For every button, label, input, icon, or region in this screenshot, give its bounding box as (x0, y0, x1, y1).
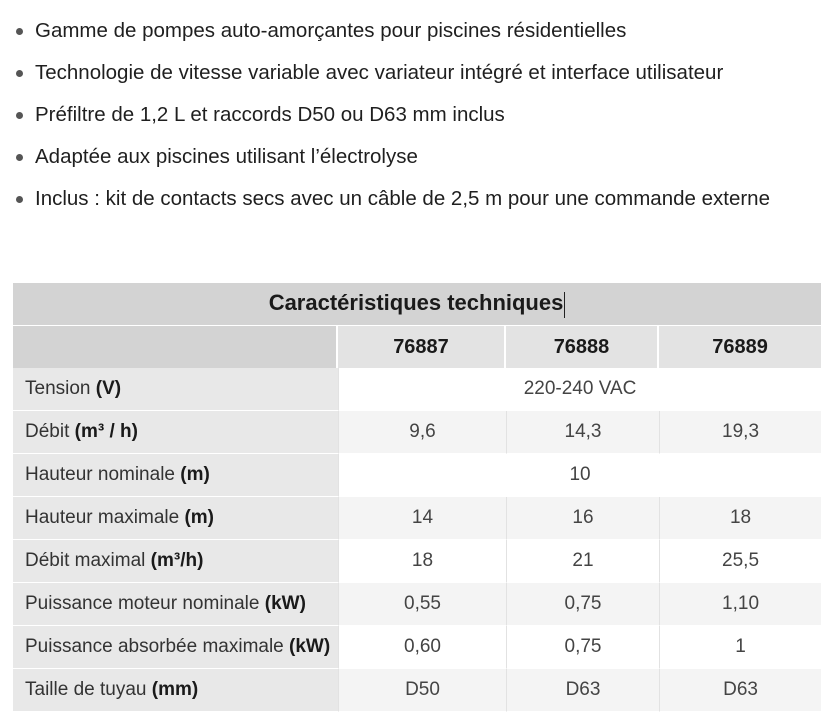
table-cell: 10 (338, 454, 821, 497)
table-cell: 21 (506, 540, 659, 583)
table-title-text: Caractéristiques techniques (268, 290, 564, 316)
feature-list (12, 10, 838, 220)
model-header: 76887 (338, 326, 506, 368)
feature-text: Gamme de pompes auto-amorçantes pour piscines résidentielles (35, 19, 627, 42)
table-cell: 18 (659, 497, 821, 540)
table-title (13, 283, 821, 326)
row-unit: (V) (95, 378, 122, 399)
row-label-text: Hauteur maximale (25, 507, 185, 528)
row-unit: (kW) (264, 593, 306, 614)
feature-item (12, 178, 838, 220)
row-label (13, 368, 338, 411)
feature-item (12, 136, 838, 178)
feature-item (12, 94, 838, 136)
table-cell: 9,6 (338, 411, 506, 454)
table-cell: 0,55 (338, 583, 506, 626)
table-cell: D63 (659, 669, 821, 712)
row-label (13, 583, 338, 626)
feature-text: Inclus : kit de contacts secs avec un câble de 2,5 m pour une commande externe (35, 187, 770, 210)
feature-text: Préfiltre de 1,2 L et raccords D50 ou D63 mm inclus (35, 103, 505, 126)
bullet-dot-icon (16, 154, 23, 161)
row-label (13, 540, 338, 583)
row-label (13, 669, 338, 712)
table-row (13, 454, 821, 497)
row-label-text: Débit (25, 421, 75, 442)
table-cell: 0,75 (506, 626, 659, 669)
table-cell: 1,10 (659, 583, 821, 626)
bullet-dot-icon (16, 70, 23, 77)
row-label-text: Tension (25, 378, 96, 399)
table-row (13, 583, 821, 626)
table-cell: 1 (659, 626, 821, 669)
table-cell: 16 (506, 497, 659, 540)
model-header: 76888 (506, 326, 659, 368)
bullet-dot-icon (16, 196, 23, 203)
table-cell: 18 (338, 540, 506, 583)
table-cell: 25,5 (659, 540, 821, 583)
feature-text: Adaptée aux piscines utilisant l’électrolyse (35, 145, 418, 168)
table-row (13, 540, 821, 583)
table-cell: 14,3 (506, 411, 659, 454)
row-unit: (m) (184, 507, 215, 528)
row-unit: (m) (180, 464, 210, 485)
header-blank-cell (13, 326, 338, 368)
table-row (13, 626, 821, 669)
row-label (13, 497, 338, 540)
spec-table (13, 283, 821, 712)
row-label-text: Taille de tuyau (25, 679, 152, 700)
feature-item (12, 52, 838, 94)
row-unit: (kW) (289, 636, 331, 657)
row-label-text: Débit maximal (25, 550, 151, 571)
table-cell: D50 (338, 669, 506, 712)
table-row (13, 497, 821, 540)
table-cell: D63 (506, 669, 659, 712)
row-label (13, 411, 338, 454)
table-row (13, 411, 821, 454)
table-cell: 0,60 (338, 626, 506, 669)
feature-text: Technologie de vitesse variable avec variateur intégré et interface utilisateur (35, 61, 724, 84)
row-unit: (m³/h) (150, 550, 204, 571)
row-label (13, 626, 338, 669)
model-header: 76889 (659, 326, 821, 368)
row-unit: (m³ / h) (74, 421, 138, 442)
table-cell: 0,75 (506, 583, 659, 626)
table-row (13, 669, 821, 712)
row-label-text: Hauteur nominale (25, 464, 181, 485)
feature-item (12, 10, 838, 52)
text-cursor (564, 292, 565, 318)
table-cell: 14 (338, 497, 506, 540)
table-cell: 220-240 VAC (338, 368, 821, 411)
row-label-text: Puissance absorbée maximale (25, 636, 290, 657)
row-label-text: Puissance moteur nominale (25, 593, 265, 614)
table-row (13, 368, 821, 411)
row-label (13, 454, 338, 497)
bullet-dot-icon (16, 112, 23, 119)
bullet-dot-icon (16, 28, 23, 35)
row-unit: (mm) (151, 679, 199, 700)
table-cell: 19,3 (659, 411, 821, 454)
